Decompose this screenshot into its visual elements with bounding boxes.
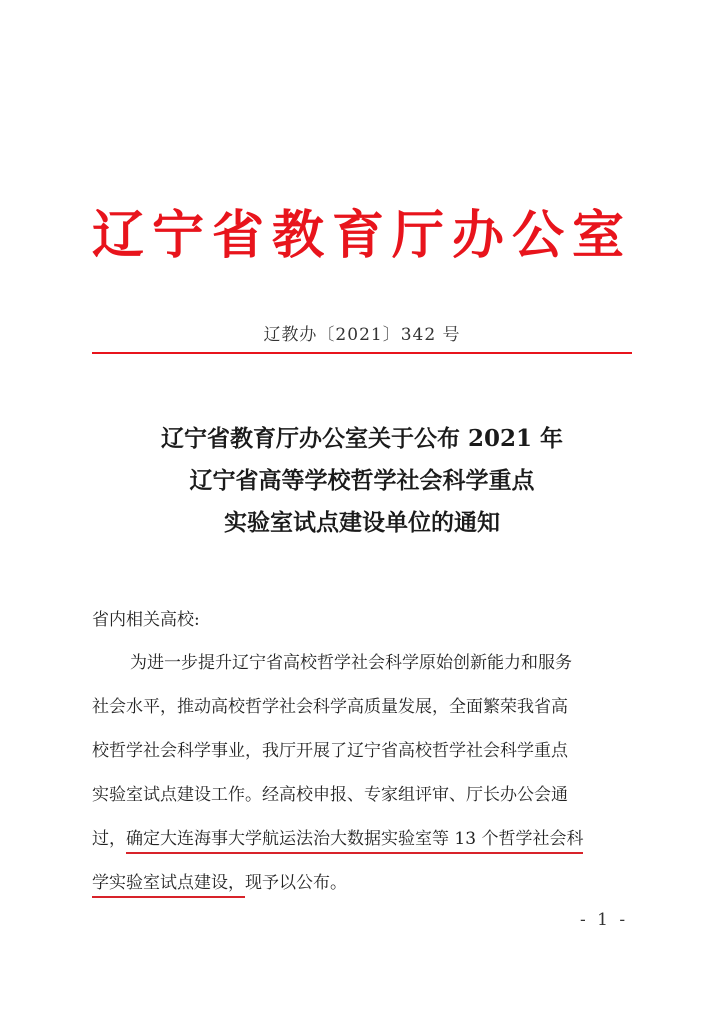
notice-title-line: 辽宁省教育厅办公室关于公布 2021 年 — [160, 425, 564, 452]
underlined-text: 确定大连海事大学航运法治大数据实验室等 13 个哲学社会科 — [126, 829, 583, 854]
salutation: 省内相关高校: — [92, 610, 200, 630]
body-line: 实验室试点建设工作。经高校申报、专家组评审、厅长办公会通 — [92, 785, 568, 805]
body-line: 校哲学社会科学事业，我厅开展了辽宁省高校哲学社会科学重点 — [92, 741, 568, 761]
body-line: 社会水平，推动高校哲学社会科学高质量发展，全面繁荣我省高 — [92, 697, 568, 717]
document-number: 辽教办〔2021〕342 号 — [263, 325, 461, 345]
body-line: 为进一步提升辽宁省高校哲学社会科学原始创新能力和服务 — [130, 653, 572, 673]
page-number: - 1 - — [580, 910, 629, 930]
issuing-authority-header: 辽宁省教育厅办公室 — [91, 205, 632, 266]
body-text: 现予以公布。 — [245, 873, 347, 893]
notice-title-line: 实验室试点建设单位的通知 — [224, 509, 500, 536]
underlined-text: 学实验室试点建设， — [92, 873, 245, 898]
body-line — [92, 824, 640, 868]
notice-title — [0, 418, 724, 544]
notice-title-line: 辽宁省高等学校哲学社会科学重点 — [189, 467, 535, 494]
body-paragraph — [92, 648, 640, 912]
body-line — [92, 868, 640, 912]
red-divider-line — [92, 352, 632, 354]
body-text: 过， — [92, 829, 126, 849]
